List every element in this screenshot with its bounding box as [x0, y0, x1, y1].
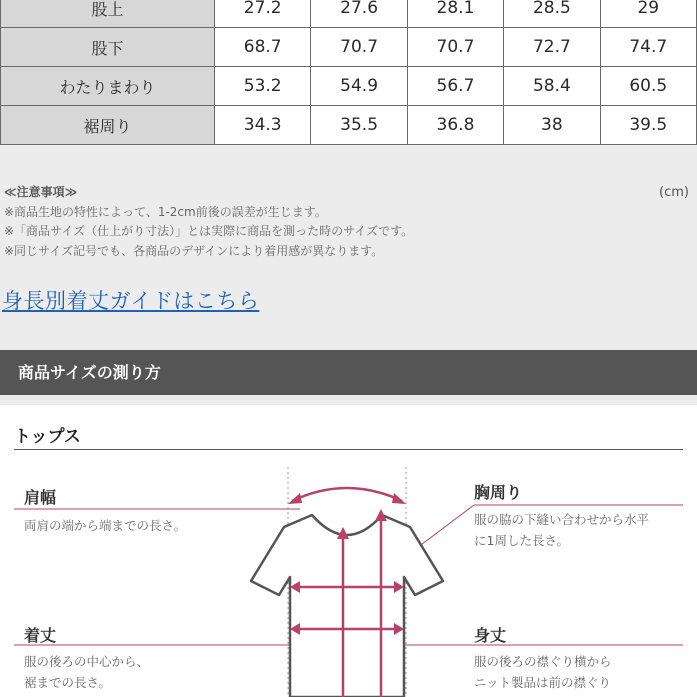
- body-length-desc-line: 服の後ろの襟ぐり横から: [474, 654, 612, 669]
- category-title: トップス: [14, 427, 81, 447]
- table-cell: 36.8: [407, 106, 503, 145]
- table-cell: 60.5: [600, 67, 696, 106]
- body-length-label: 身丈: [474, 626, 507, 645]
- unit-label: (cm): [659, 185, 689, 200]
- note-item: ※「商品サイズ（仕上がり寸法）」とは実際に商品を測った時のサイズです。: [4, 224, 414, 238]
- table-cell: 56.7: [407, 67, 503, 106]
- body-length-desc-line: ニット製品は前の襟ぐり: [474, 675, 612, 690]
- height-length-guide-link[interactable]: 身長別着丈ガイドはこちら: [2, 289, 260, 313]
- table-cell: 53.2: [215, 67, 311, 106]
- chest-desc-line: に1周した長さ。: [474, 533, 569, 548]
- row-header: わたりまわり: [1, 67, 215, 106]
- table-cell: 54.9: [311, 67, 407, 106]
- row-header: 股下: [1, 28, 215, 67]
- tshirt-diagram: [0, 405, 697, 697]
- size-table: [0, 0, 697, 145]
- notes-block: [4, 183, 413, 261]
- length-desc-line: 服の後ろの中心から、: [24, 654, 150, 669]
- table-cell: 74.7: [600, 28, 696, 67]
- table-row: [1, 67, 697, 106]
- table-cell: 58.4: [504, 67, 600, 106]
- table-row: [1, 28, 697, 67]
- table-cell: 39.5: [600, 106, 696, 145]
- table-cell: 27.2: [215, 0, 311, 28]
- table-cell: 29: [600, 0, 696, 28]
- note-item: ※同じサイズ記号でも、各商品のデザインにより着用感が異なります。: [4, 243, 384, 258]
- table-cell: 70.7: [407, 28, 503, 67]
- shoulder-arrow: [292, 488, 402, 501]
- row-header: 股上: [1, 0, 215, 28]
- table-row: [1, 106, 697, 145]
- table-cell: 27.6: [311, 0, 407, 28]
- section-header: 商品サイズの測り方: [0, 350, 697, 395]
- table-cell: 72.7: [504, 28, 600, 67]
- chest-desc-line: 服の脇の下縫い合わせから水平: [474, 512, 650, 527]
- note-item: ※商品生地の特性によって、1-2cm前後の誤差が生じます。: [4, 204, 327, 219]
- notes-heading: ≪注意事項≫: [4, 185, 78, 199]
- measure-panel: [0, 405, 697, 697]
- row-header: 裾周り: [1, 106, 215, 145]
- shoulder-arrow-head-right: [392, 493, 406, 504]
- shoulder-desc: 両肩の端から端までの長さ。: [24, 518, 187, 533]
- table-row: [1, 0, 697, 28]
- table-cell: 70.7: [311, 28, 407, 67]
- table-cell: 38: [504, 106, 600, 145]
- table-cell: 28.5: [504, 0, 600, 28]
- shoulder-arrow-head-left: [288, 493, 302, 504]
- table-cell: 28.1: [407, 0, 503, 28]
- table-cell: 34.3: [215, 106, 311, 145]
- table-cell: 68.7: [215, 28, 311, 67]
- tshirt-outline: [251, 515, 443, 697]
- chest-label: 胸周り: [474, 483, 523, 502]
- length-desc-line: 裾までの長さ。: [24, 675, 112, 690]
- shoulder-label: 肩幅: [24, 488, 57, 507]
- table-cell: 35.5: [311, 106, 407, 145]
- length-label: 着丈: [24, 626, 57, 645]
- body-length-arrow-head: [375, 509, 387, 521]
